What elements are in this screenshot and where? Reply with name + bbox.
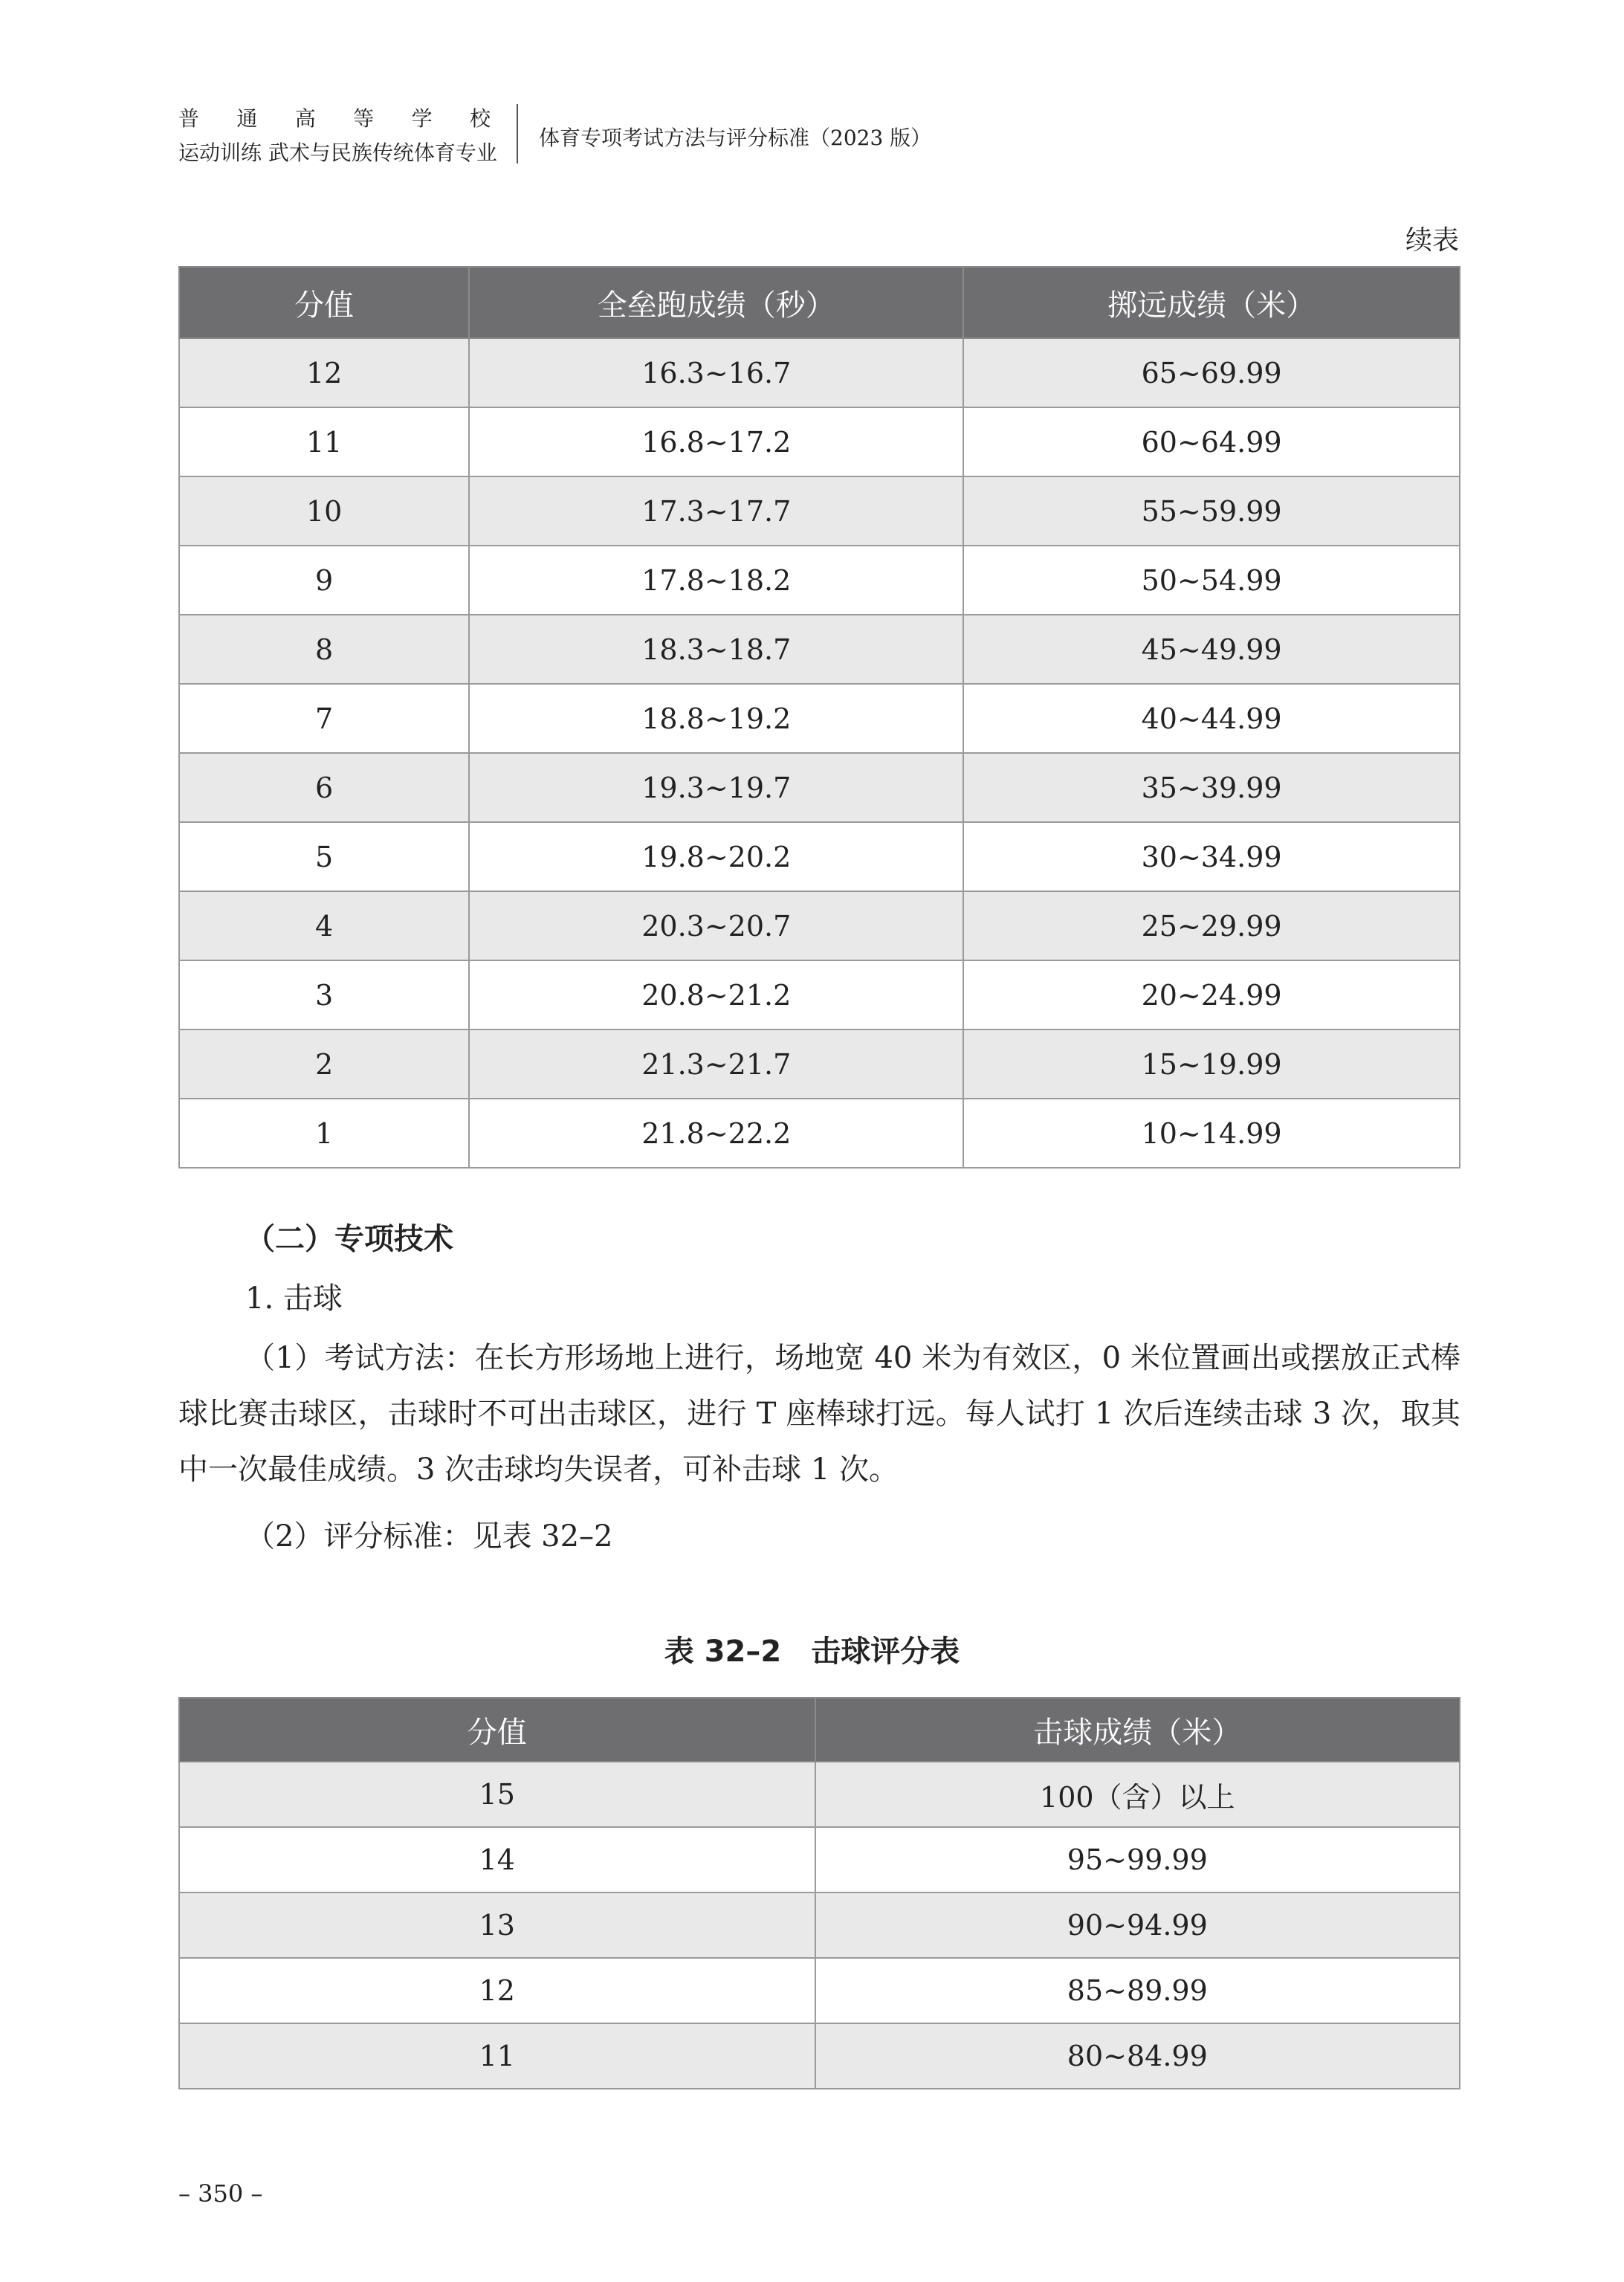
score-cell: 3 (179, 960, 469, 1030)
score-table-running-throwing (178, 266, 1460, 1169)
run-cell: 18.8~19.2 (469, 684, 963, 753)
run-cell: 19.8~20.2 (469, 822, 963, 891)
table-row (179, 753, 1460, 822)
score-cell: 12 (179, 338, 469, 407)
page-number: – 350 – (178, 2179, 263, 2208)
header-score: 分值 (179, 1698, 815, 1762)
run-cell: 17.3~17.7 (469, 476, 963, 546)
throw-cell: 35~39.99 (963, 753, 1460, 822)
score-cell: 4 (179, 891, 469, 960)
run-cell: 20.3~20.7 (469, 891, 963, 960)
batting-cell: 80~84.99 (815, 2023, 1460, 2089)
school-char: 通 (236, 106, 258, 131)
table-row (179, 960, 1460, 1030)
score-cell: 1 (179, 1099, 469, 1168)
score-cell: 9 (179, 546, 469, 615)
table-row (179, 1892, 1460, 1958)
table-row (179, 2023, 1460, 2089)
throw-cell: 30~34.99 (963, 822, 1460, 891)
school-char: 学 (411, 106, 433, 131)
table-row (179, 1099, 1460, 1168)
continued-label: 续表 (1405, 225, 1459, 256)
score-cell: 8 (179, 615, 469, 684)
table-row (179, 891, 1460, 960)
score-cell: 10 (179, 476, 469, 546)
book-title: 体育专项考试方法与评分标准（2023 版） (539, 126, 932, 150)
school-char: 普 (178, 106, 200, 131)
score-cell: 11 (179, 2023, 815, 2089)
throw-cell: 50~54.99 (963, 546, 1460, 615)
throw-cell: 10~14.99 (963, 1099, 1460, 1168)
table-row (179, 546, 1460, 615)
throw-cell: 45~49.99 (963, 615, 1460, 684)
throw-cell: 65~69.99 (963, 338, 1460, 407)
batting-cell: 95~99.99 (815, 1827, 1460, 1892)
throw-cell: 60~64.99 (963, 407, 1460, 476)
run-cell: 19.3~19.7 (469, 753, 963, 822)
table-row (179, 1762, 1460, 1827)
header-divider (517, 104, 518, 164)
run-cell: 21.3~21.7 (469, 1030, 963, 1099)
score-cell: 5 (179, 822, 469, 891)
throw-cell: 20~24.99 (963, 960, 1460, 1030)
school-char: 等 (353, 106, 375, 131)
header-throw: 掷远成绩（米） (963, 267, 1460, 338)
table-row (179, 338, 1460, 407)
table-row (179, 684, 1460, 753)
header-score: 分值 (179, 267, 469, 338)
run-cell: 21.8~22.2 (469, 1099, 963, 1168)
score-cell: 6 (179, 753, 469, 822)
header-left (178, 104, 497, 168)
school-char: 校 (469, 106, 491, 131)
table-row (179, 476, 1460, 546)
score-cell: 2 (179, 1030, 469, 1099)
table-header-row (179, 267, 1460, 338)
batting-cell: 100（含）以上 (815, 1762, 1460, 1827)
run-cell: 18.3~18.7 (469, 615, 963, 684)
table-row (179, 1030, 1460, 1099)
table-row (179, 407, 1460, 476)
scoring-criteria: （2）评分标准：见表 32–2 (245, 1519, 613, 1554)
header-batting: 击球成绩（米） (815, 1698, 1460, 1762)
table-caption: 表 32–2 击球评分表 (664, 1635, 960, 1669)
header-base-run: 全垒跑成绩（秒） (469, 267, 963, 338)
run-cell: 17.8~18.2 (469, 546, 963, 615)
batting-cell: 85~89.99 (815, 1958, 1460, 2023)
test-method-paragraph: （1）考试方法：在长方形场地上进行，场地宽 40 米为有效区，0 米位置画出或摆放正式棒球比赛击球区，击球时不可出击球区，进行 T 座棒球打远。每人试打 1 次后连续击球 3 次，取其中一次最佳成绩。3 次击球均失误者，可补击球 1 次。 (178, 1341, 1460, 1487)
throw-cell: 40~44.99 (963, 684, 1460, 753)
throw-cell: 55~59.99 (963, 476, 1460, 546)
table-row (179, 822, 1460, 891)
table-row (179, 1827, 1460, 1892)
run-cell: 20.8~21.2 (469, 960, 963, 1030)
run-cell: 16.8~17.2 (469, 407, 963, 476)
batting-score-table (178, 1697, 1460, 2089)
school-char: 高 (294, 106, 316, 131)
section-subtitle: 1. 击球 (245, 1281, 343, 1316)
major-name: 运动训练 武术与民族传统体育专业 (178, 140, 497, 165)
school-name (178, 104, 491, 134)
throw-cell: 15~19.99 (963, 1030, 1460, 1099)
score-cell: 14 (179, 1827, 815, 1892)
run-cell: 16.3~16.7 (469, 338, 963, 407)
score-cell: 13 (179, 1892, 815, 1958)
batting-cell: 90~94.99 (815, 1892, 1460, 1958)
score-cell: 15 (179, 1762, 815, 1827)
score-cell: 11 (179, 407, 469, 476)
score-cell: 12 (179, 1958, 815, 2023)
throw-cell: 25~29.99 (963, 891, 1460, 960)
table-row (179, 1958, 1460, 2023)
table-header-row (179, 1698, 1460, 1762)
table-row (179, 615, 1460, 684)
score-cell: 7 (179, 684, 469, 753)
section-title: （二）专项技术 (245, 1222, 453, 1256)
